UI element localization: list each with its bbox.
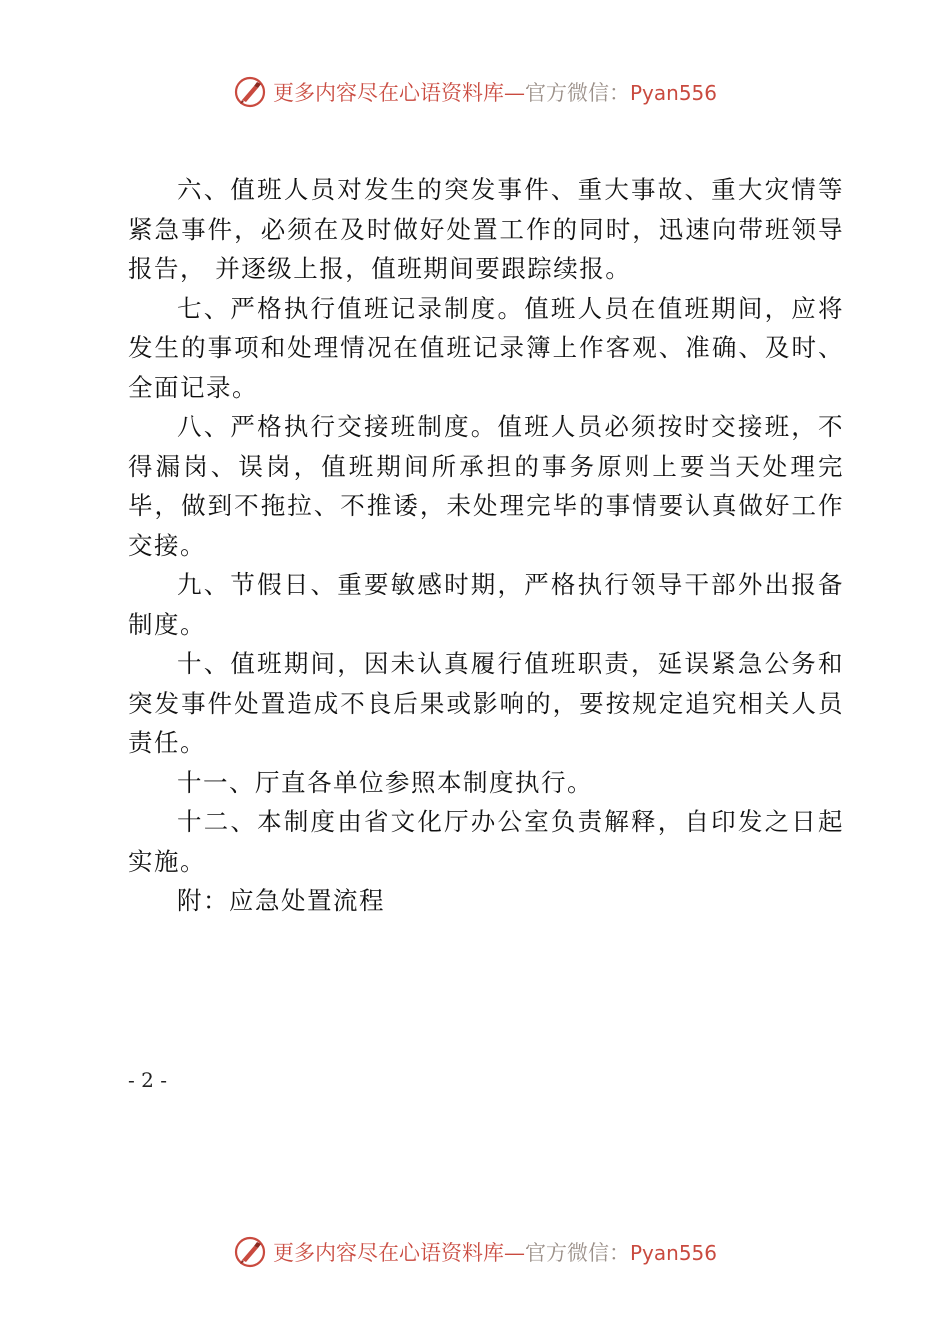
header-banner (0, 70, 950, 114)
banner-slogan (273, 1237, 717, 1267)
attachment-note: 附：应急处置流程 (177, 886, 385, 915)
banner-dash: — (503, 81, 525, 105)
banner-slogan-text: 更多内容尽在心语资料库 (272, 1241, 504, 1265)
banner-wechat-label: 官方微信： (524, 1241, 630, 1265)
banner-wechat-id: Pyan556 (629, 81, 717, 105)
fountain-pen-logo-icon (233, 75, 267, 109)
banner-slogan (273, 77, 717, 107)
banner-wechat-id: Pyan556 (629, 1241, 717, 1265)
paragraph-8: 八、严格执行交接班制度。值班人员必须按时交接班，不得漏岗、误岗，值班期间所承担的事务原则上要当天处理完毕，做到不拖拉、不推诿，未处理完毕的事情要认真做好工作交接。 (128, 412, 844, 560)
paragraph-6: 六、值班人员对发生的突发事件、重大事故、重大灾情等紧急事件，必须在及时做好处置工作的同时，迅速向带班领导报告， 并逐级上报，值班期间要跟踪续报。 (128, 175, 844, 283)
paragraph-7: 七、严格执行值班记录制度。值班人员在值班期间，应将发生的事项和处理情况在值班记录簿上作客观、准确、及时、全面记录。 (128, 293, 844, 402)
banner-slogan-text: 更多内容尽在心语资料库 (272, 81, 504, 105)
banner-wechat-label: 官方微信： (524, 81, 630, 105)
fountain-pen-logo-icon (233, 1235, 267, 1269)
paragraph-9: 九、节假日、重要敏感时期，严格执行领导干部外出报备制度。 (128, 570, 844, 639)
footer-banner (0, 1230, 950, 1274)
document-body (128, 170, 844, 921)
page-number: - 2 - (128, 1068, 167, 1092)
banner-dash: — (503, 1241, 525, 1265)
paragraph-12: 十二、本制度由省文化厅办公室负责解释，自印发之日起实施。 (128, 807, 844, 876)
paragraph-11: 十一、厅直各单位参照本制度执行。 (177, 767, 593, 797)
paragraph-10: 十、值班期间，因未认真履行值班职责，延误紧急公务和突发事件处置造成不良后果或影响的，要按规定追究相关人员责任。 (128, 649, 844, 757)
